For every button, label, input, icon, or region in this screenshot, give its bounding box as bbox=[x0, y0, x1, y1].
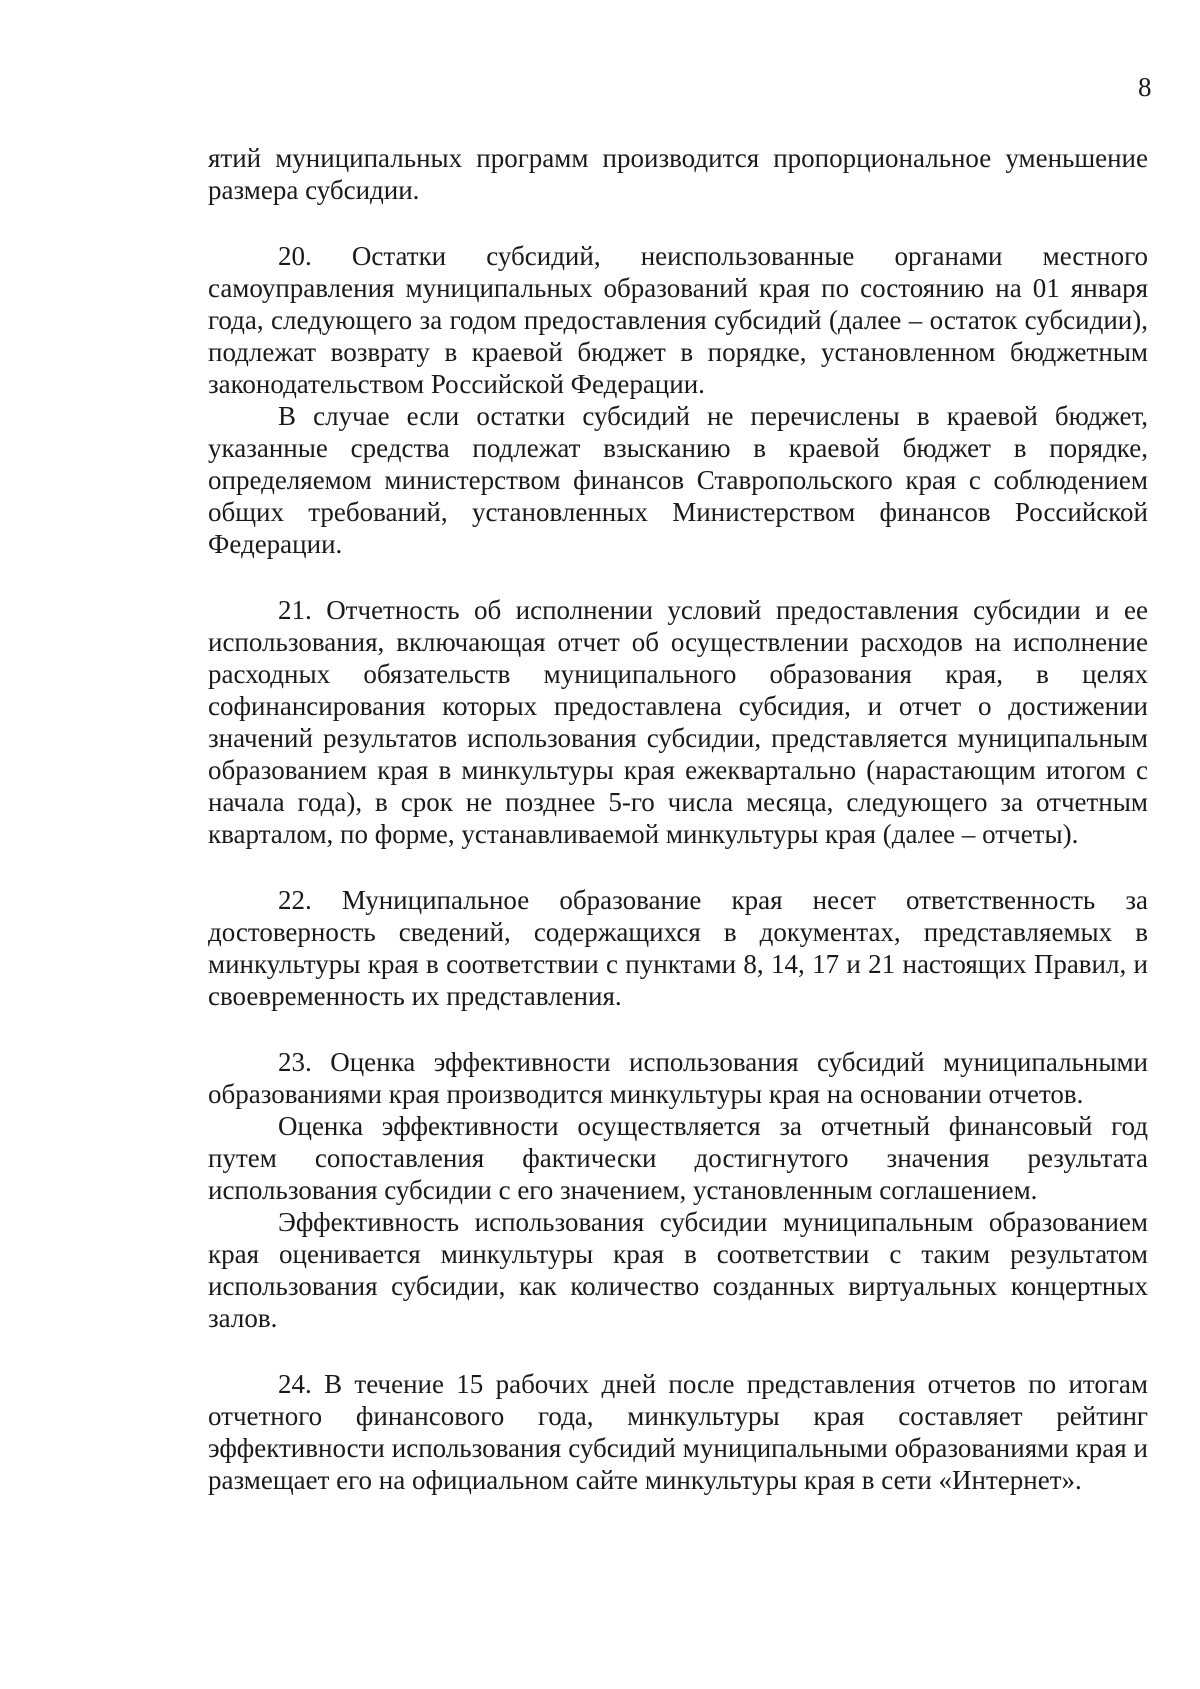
paragraph-23: 23. Оценка эффективности использования субсидий муниципальными образованиями края производится минкультуры края на основании отчетов. bbox=[208, 1047, 1148, 1109]
paragraph-continuation: ятий муниципальных программ производится пропорциональное уменьшение размера субсидии. bbox=[208, 143, 1148, 205]
document-body bbox=[208, 142, 1148, 1496]
paragraph-24: 24. В течение 15 рабочих дней после представления отчетов по итогам отчетного финансового года, минкультуры края составляет рейтинг эффективности использования субсидий муниципальными образованиями края и размещает его на официальном сайте минкультуры края в сети «Интернет». bbox=[208, 1369, 1148, 1495]
paragraph-23-assessment: Оценка эффективности осуществляется за отчетный финансовый год путем сопоставления фактически достигнутого значения результата использования субсидии с его значением, установленным соглашением. bbox=[208, 1111, 1148, 1205]
paragraph-20: 20. Остатки субсидий, неиспользованные органами местного самоуправления муниципальных образований края по состоянию на 01 января года, следующего за годом предоставления субсидий (далее – остаток субсидии), подлежат возврату в краевой бюджет в порядке, установленном бюджетным законодательством Российской Федерации. bbox=[208, 241, 1148, 399]
paragraph-22: 22. Муниципальное образование края несет ответственность за достоверность сведений, содержащихся в документах, представляемых в минкультуры края в соответствии с пунктами 8, 14, 17 и 21 настоящих Правил, и своевременность их представления. bbox=[208, 885, 1148, 1011]
paragraph-20-remainder: В случае если остатки субсидий не перечислены в краевой бюджет, указанные средства подлежат взысканию в краевой бюджет в порядке, определяемом министерством финансов Ставропольского края с соблюдением общих требований, установленных Министерством финансов Российской Федерации. bbox=[208, 401, 1148, 559]
paragraph-23-effectiveness: Эффективность использования субсидии муниципальным образованием края оценивается минкультуры края в соответствии с таким результатом использования субсидии, как количество созданных виртуальных концертных залов. bbox=[208, 1207, 1148, 1333]
paragraph-21: 21. Отчетность об исполнении условий предоставления субсидии и ее использования, включающая отчет об осуществлении расходов на исполнение расходных обязательств муниципального образования края, в целях софинансирования которых предоставлена субсидия, и отчет о достижении значений результатов использования субсидии, представляется муниципальным образованием края в минкультуры края ежеквартально (нарастающим итогом с начала года), в срок не позднее 5-го числа месяца, следующего за отчетным кварталом, по форме, устанавливаемой минкультуры края (далее – отчеты). bbox=[208, 595, 1148, 849]
page-number: 8 bbox=[1138, 72, 1152, 102]
